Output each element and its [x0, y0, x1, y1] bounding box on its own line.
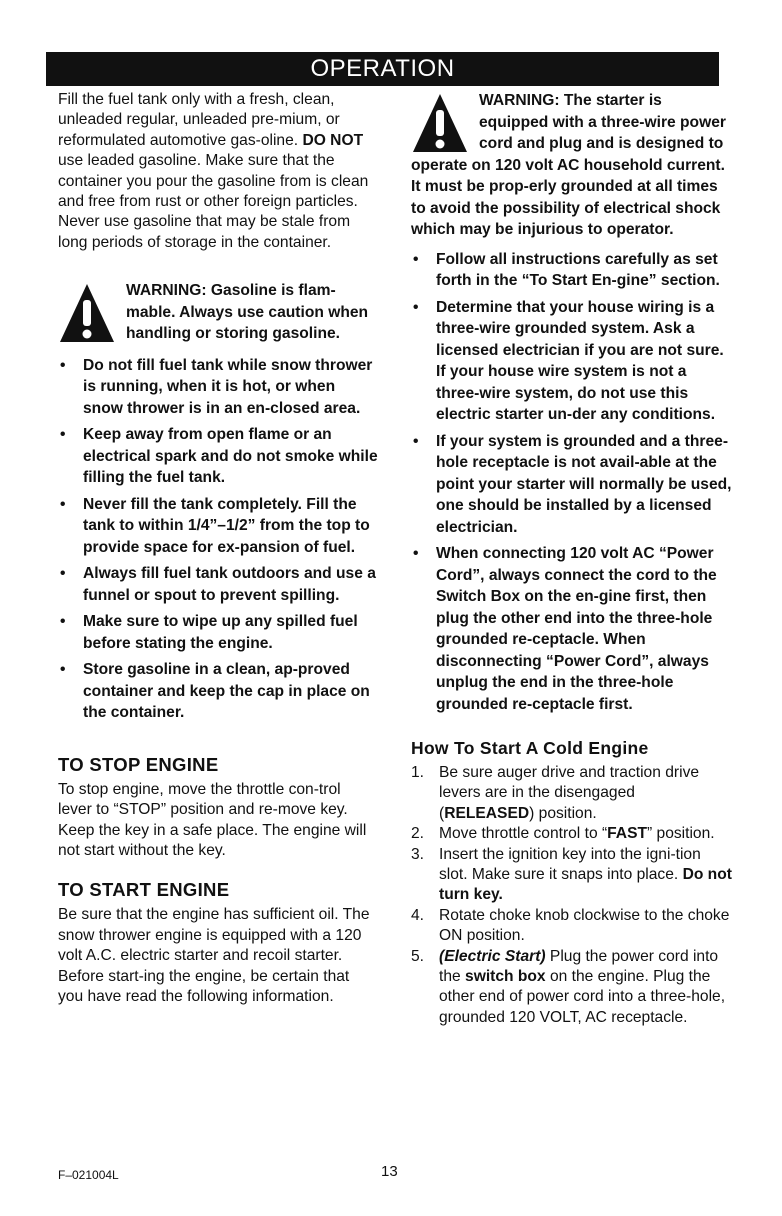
step-item: 3. Insert the ignition key into the igni-tion slot. Make sure it snaps into place. Do not turn key.	[411, 845, 732, 904]
list-item: • Make sure to wipe up any spilled fuel before stating the engine.	[60, 613, 358, 652]
list-item: • Always fill fuel tank outdoors and use a funnel or spout to prevent spilling.	[60, 565, 376, 604]
step-item: 5. (Electric Start) Plug the power cord into the switch box on the engine. Plug the other end of power cord into a three-hole, grounded 120 VOLT, AC receptacle.	[411, 947, 726, 1026]
starter-warning	[411, 90, 733, 241]
list-item: • Determine that your house wiring is a three-wire grounded system. Ask a licensed electrician if you are not sure. If your house wire system is not a three-wire system, do not use this electric starter un-der any conditions.	[413, 298, 724, 423]
cold-start-steps	[411, 763, 733, 1028]
warning-triangle-icon	[58, 282, 116, 344]
section-title: OPERATION	[310, 55, 455, 82]
starter-warning-text: WARNING: The starter is equipped with a three-wire power cord and plug and is designed to operate on 120 volt AC household current. It must be prop-erly grounded at all times to avoid the possibility of electrical shock which may be injurious to operator.	[411, 92, 726, 238]
list-item: • Never fill the tank completely. Fill the tank to within 1/4”–1/2” from the top to provide space for ex-pansion of fuel.	[60, 495, 370, 556]
do-not-emphasis: DO NOT	[302, 131, 364, 149]
fuel-safety-list	[58, 355, 378, 724]
gasoline-warning	[58, 280, 378, 345]
left-column	[58, 90, 378, 1007]
list-item: • Follow all instructions carefully as set forth in the “To Start En-gine” section.	[413, 250, 720, 289]
fuel-intro-text-1: Fill the fuel tank only with a fresh, clean, unleaded regular, unleaded pre-mium, or reformulated automotive gas-oline.	[58, 91, 340, 149]
list-item: • When connecting 120 volt AC “Power Cord”, always connect the cord to the Switch Box on the en-gine first, then plug the other end into the three-hole grounded re-ceptacle. When disconnecting “Power Cord”, always unplug the end in the three-hole grounded re-ceptacle first.	[413, 545, 717, 713]
start-engine-heading: TO START ENGINE	[58, 879, 230, 901]
step-item: 4. Rotate choke knob clockwise to the choke ON position.	[411, 906, 730, 945]
stop-engine-text: To stop engine, move the throttle con-trol lever to “STOP” position and re-move key. Keep the key in a safe place. The engine will not start without the key.	[58, 780, 367, 859]
start-engine-text: Be sure that the engine has sufficient oil. The snow thrower engine is equipped with a 120 volt A.C. electric starter and recoil starter. Before start-ing the engine, be certain that you have read the following information.	[58, 906, 370, 1005]
section-header	[46, 52, 719, 86]
list-item: • If your system is grounded and a three-hole receptacle is not avail-able at the point your starter will normally be used, one should be installed by a licensed electrician.	[413, 432, 732, 536]
warning-triangle-icon	[411, 92, 469, 154]
list-item: • Keep away from open flame or an electrical spark and do not smoke while filling the fuel tank.	[60, 426, 378, 487]
cold-start-heading: How To Start A Cold Engine	[411, 738, 649, 758]
fuel-intro-paragraph	[58, 90, 378, 253]
electrical-safety-list	[411, 249, 733, 716]
fuel-intro-text-2: use leaded gasoline. Make sure that the container you pour the gasoline from is clean and free from rust or other foreign particles. Never use gasoline that may be stale from long periods of storage in the container.	[58, 152, 369, 251]
right-column	[411, 90, 733, 1028]
list-item: • Store gasoline in a clean, ap-proved container and keep the cap in place on the container.	[60, 661, 370, 722]
list-item: • Do not fill fuel tank while snow thrower is running, when it is hot, or when snow thrower is in an en-closed area.	[60, 356, 373, 417]
page-number: 13	[381, 1163, 398, 1180]
stop-engine-heading: TO STOP ENGINE	[58, 753, 219, 775]
gasoline-warning-text: WARNING: Gasoline is flam-mable. Always use caution when handling or storing gasoline.	[126, 282, 369, 343]
step-item: 2. Move throttle control to “FAST” position.	[411, 825, 715, 843]
step-item: 1. Be sure auger drive and traction drive levers are in the disengaged (RELEASED) position.	[411, 764, 700, 822]
document-code: F–021004L	[58, 1168, 119, 1182]
